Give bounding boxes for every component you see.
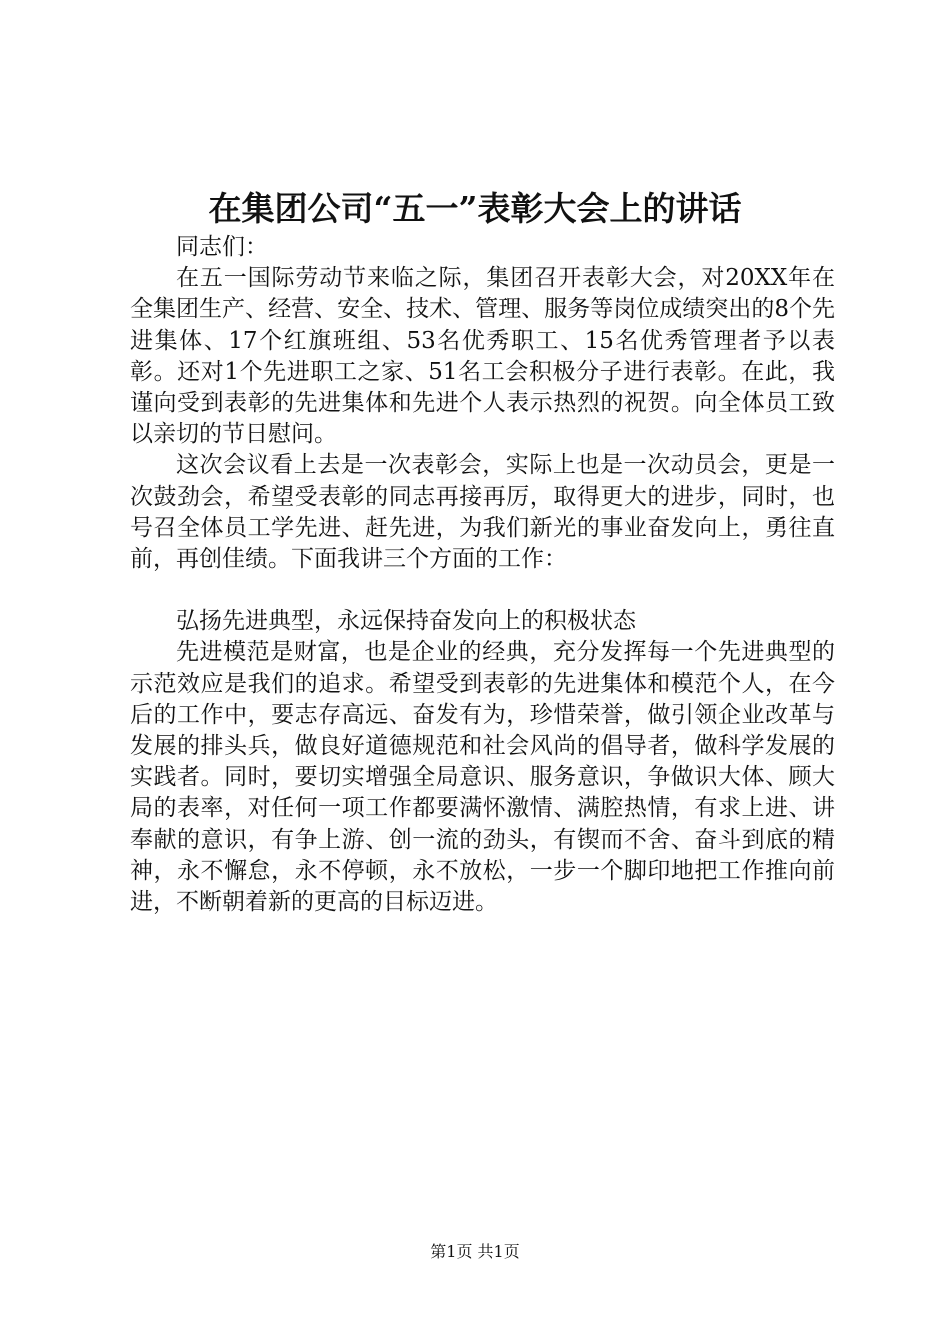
document-body bbox=[130, 232, 835, 918]
paragraph: 这次会议看上去是一次表彰会，实际上也是一次动员会，更是一次鼓劲会，希望受表彰的同志再接再厉，取得更大的进步，同时，也号召全体员工学先进、赶先进，为我们新光的事业奋发向上，勇往直前，再创佳绩。下面我讲三个方面的工作： bbox=[130, 452, 835, 573]
section-heading: 弘扬先进典型，永远保持奋发向上的积极状态 bbox=[176, 608, 636, 635]
page-number-footer: 第1页 共1页 bbox=[430, 1242, 520, 1261]
paragraph: 先进模范是财富，也是企业的经典，充分发挥每一个先进典型的示范效应是我们的追求。希望受到表彰的先进集体和模范个人，在今后的工作中，要志存高远、奋发有为，珍惜荣誉，做引领企业改革与发展的排头兵，做良好道德规范和社会风尚的倡导者，做科学发展的实践者。同时，要切实增强全局意识、服务意识，争做识大体、顾大局的表率，对任何一项工作都要满怀激情、满腔热情，有求上进、讲奉献的意识，有争上游、创一流的劲头，有锲而不舍、奋斗到底的精神，永不懈怠，永不停顿，永不放松，一步一个脚印地把工作推向前进，不断朝着新的更高的目标迈进。 bbox=[130, 639, 835, 916]
paragraph-spacer bbox=[130, 575, 835, 606]
document-title: 在集团公司“五一”表彰大会上的讲话 bbox=[208, 189, 742, 228]
salutation: 同志们： bbox=[176, 234, 268, 260]
paragraph: 在五一国际劳动节来临之际，集团召开表彰大会，对20XX年在全集团生产、经营、安全、技术、管理、服务等岗位成绩突出的8个先进集体、17个红旗班组、53名优秀职工、15名优秀管理者予以表彰。还对1个先进职工之家、51名工会积极分子进行表彰。在此，我谨向受到表彰的先进集体和先进个人表示热烈的祝贺。向全体员工致以亲切的节日慰问。 bbox=[130, 265, 835, 448]
